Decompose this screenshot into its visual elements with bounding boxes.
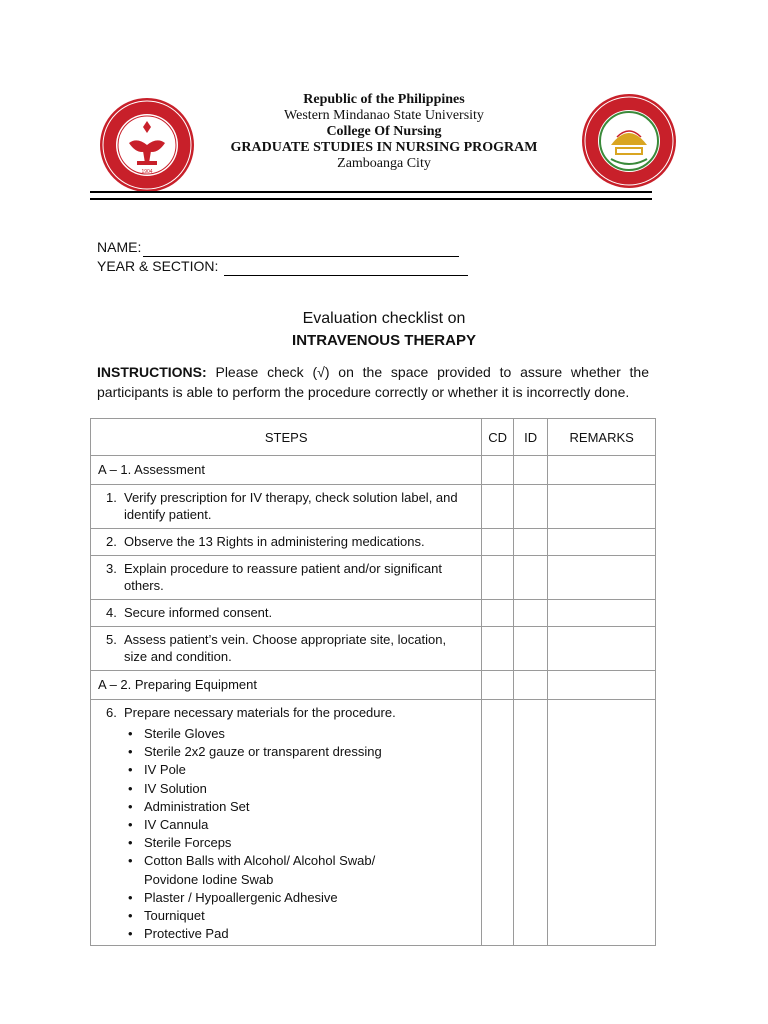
remarks-cell[interactable] [548,600,656,627]
step-item [92,557,480,598]
step-item [92,486,480,527]
id-cell[interactable] [514,600,548,627]
step-number: 6. [106,705,117,720]
list-item: • Cotton Balls with Alcohol/ Alcohol Swab/ Povidone Iodine Swab [144,852,480,888]
list-item: • IV Pole [144,761,480,779]
step-number: 5. [106,632,117,647]
step-text: Observe the 13 Rights in administering medications. [124,534,425,549]
checklist-table [90,418,656,946]
cd-cell[interactable] [482,529,514,556]
step-text: Assess patient’s vein. Choose appropriate site, location, size and condition. [124,632,447,664]
header-remarks: REMARKS [548,419,656,456]
year-section-label: YEAR & SECTION: [97,258,219,274]
step-item [92,530,480,554]
step-number: 1. [106,490,117,505]
instructions [97,362,649,402]
document-header [200,92,568,172]
id-cell[interactable] [514,700,548,946]
header-id: ID [514,419,548,456]
list-item: • IV Cannula [144,816,480,834]
header-university: Western Mindanao State University [284,108,484,123]
header-republic: Republic of the Philippines [303,92,465,107]
cd-cell[interactable] [482,627,514,671]
step-text: Verify prescription for IV therapy, check solution label, and identify patient. [124,490,458,522]
step-item [92,601,480,625]
svg-text:1904: 1904 [141,169,153,175]
list-item: • Protective Pad [144,925,480,943]
list-item: • Tourniquet [144,907,480,925]
materials-list [92,725,480,944]
remarks-cell[interactable] [548,700,656,946]
checklist-title: Evaluation checklist on [302,310,466,327]
remarks-cell[interactable] [548,485,656,529]
table-row [91,485,656,529]
remarks-cell[interactable] [548,529,656,556]
step-item [92,701,480,725]
id-cell[interactable] [514,556,548,600]
table-row [91,529,656,556]
table-row [91,556,656,600]
instructions-text: Please check (√) on the space provided to assure whether the participants is able to perform the procedure correctly or whether it is incorrectly done. [97,364,649,400]
table-row [91,671,656,700]
step-number: 3. [106,561,117,576]
header-divider-top [90,191,652,193]
header-steps: STEPS [91,419,482,456]
id-cell[interactable] [514,529,548,556]
cd-cell[interactable] [482,600,514,627]
cd-cell[interactable] [482,485,514,529]
remarks-cell[interactable] [548,556,656,600]
id-cell[interactable] [514,456,548,485]
table-row [91,456,656,485]
remarks-cell[interactable] [548,456,656,485]
id-cell[interactable] [514,671,548,700]
remarks-cell[interactable] [548,671,656,700]
student-fields [97,238,468,276]
checklist-subject: INTRAVENOUS THERAPY [292,332,476,349]
cd-cell[interactable] [482,456,514,485]
section-preparing-equipment: A – 2. Preparing Equipment [91,671,482,700]
step-text: Explain procedure to reassure patient and/or significant others. [124,561,442,593]
wmsu-seal-left-icon [99,97,195,193]
step-text: Prepare necessary materials for the procedure. [124,705,396,720]
year-section-blank[interactable] [224,261,468,276]
list-item: • Sterile Gloves [144,725,480,743]
list-item: • Sterile 2x2 gauze or transparent dressing [144,743,480,761]
step-item [92,628,480,669]
instructions-label: INSTRUCTIONS: [97,364,207,380]
header-cd: CD [482,419,514,456]
cd-cell[interactable] [482,700,514,946]
id-cell[interactable] [514,627,548,671]
table-row [91,600,656,627]
name-label: NAME: [97,239,142,255]
nursing-seal-right-icon [581,93,677,189]
list-item: • Administration Set [144,798,480,816]
step-number: 2. [106,534,117,549]
step-text: Secure informed consent. [124,605,273,620]
header-program: GRADUATE STUDIES IN NURSING PROGRAM [230,140,538,155]
list-item: • Sterile Forceps [144,834,480,852]
remarks-cell[interactable] [548,627,656,671]
id-cell[interactable] [514,485,548,529]
header-college: College Of Nursing [326,124,442,139]
name-blank[interactable] [143,242,459,257]
step-number: 4. [106,605,117,620]
list-item: • Plaster / Hypoallergenic Adhesive [144,889,480,907]
cd-cell[interactable] [482,556,514,600]
list-item: • IV Solution [144,780,480,798]
header-divider-bottom [90,198,652,200]
cd-cell[interactable] [482,671,514,700]
table-row [91,700,656,946]
table-header-row [91,419,656,456]
table-row [91,627,656,671]
header-city: Zamboanga City [337,156,431,171]
section-assessment: A – 1. Assessment [91,456,482,485]
